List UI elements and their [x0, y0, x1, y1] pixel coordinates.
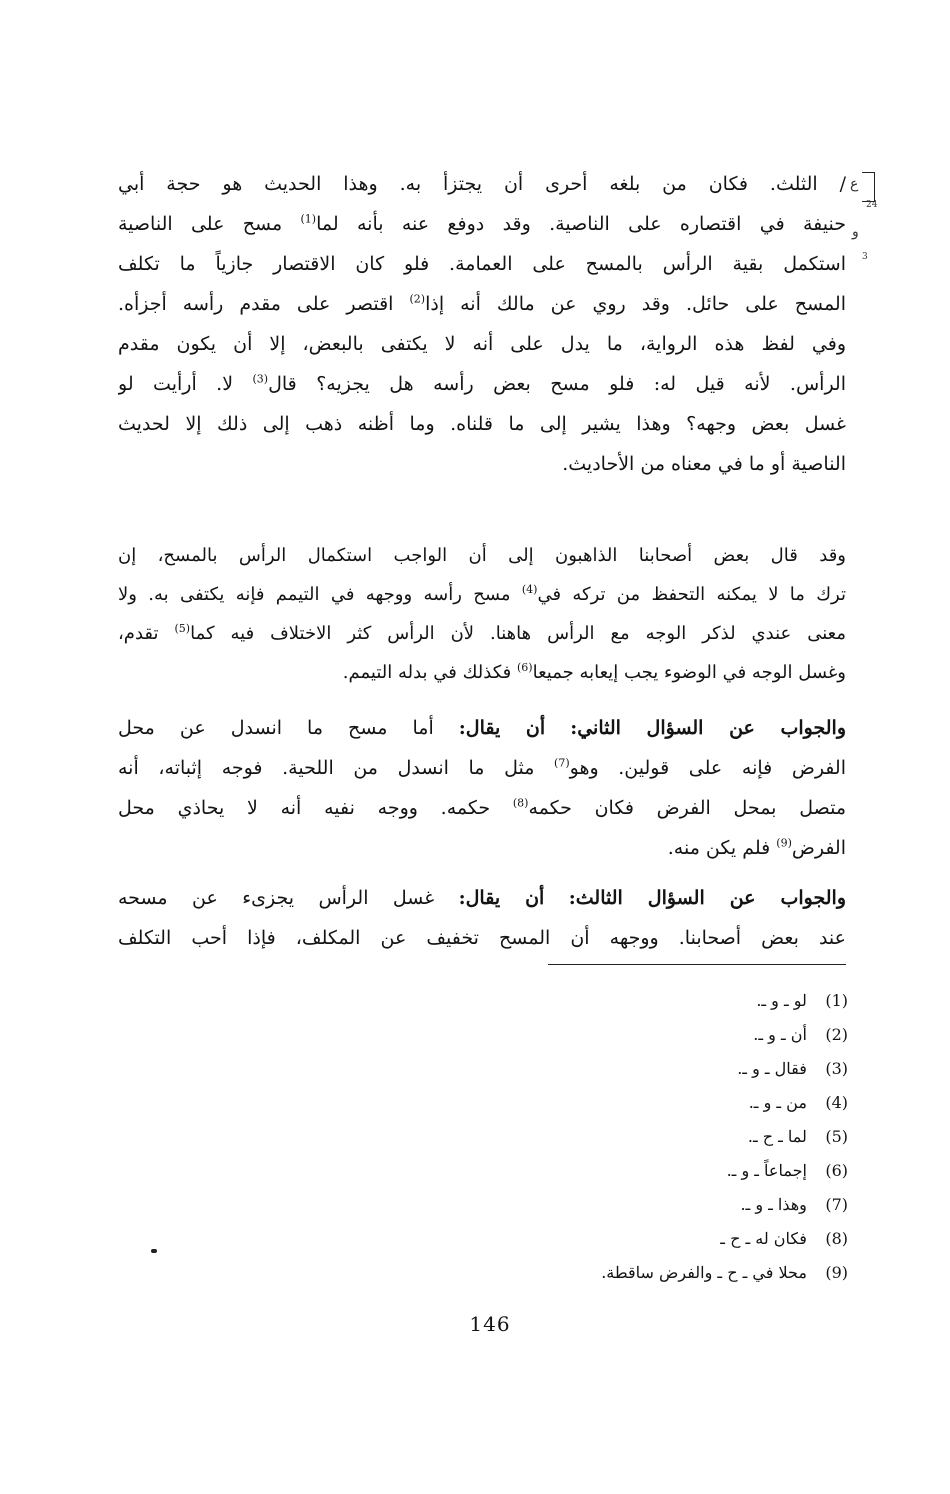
margin-marker-1 — [850, 176, 858, 192]
paragraph-1-line: غسل بعض وجهه؟ وهذا يشير إلى ما قلناه. وما أظنه ذهب إلى ذلك إلا لحديث — [118, 413, 846, 435]
footnote-reference: (3) — [252, 372, 269, 386]
paragraph-4-line: عند بعض أصحابنا. ووجهه أن المسح تخفيف عن المكلف، فإذا أحب التكلف — [118, 927, 846, 949]
footnotes — [480, 984, 848, 1290]
ink-speck — [151, 1249, 157, 1253]
footnote-reference: (2) — [409, 292, 426, 306]
paragraph-4 — [118, 878, 846, 958]
paragraph-2-line: ترك ما لا يمكنه التحفظ من تركه في$^{(4)}$ مسح رأسه ووجهه في التيمم فإنه يكتفى به. ولا — [118, 583, 846, 605]
paragraph-2-line: وغسل الوجه في الوضوء يجب إيعابه جميعا$^{(6)}$ فكذلك في بدله التيمم. — [342, 661, 846, 683]
paragraph-1-line: الناصية أو ما في معناه من الأحاديث. — [562, 453, 846, 475]
footnote: (5) لما ـ ح ـ. — [747, 1127, 848, 1146]
paragraph-1-line: وفي لفظ هذه الرواية، ما يدل على أنه لا يكتفى بالبعض، إلا أن يكون مقدم — [118, 333, 846, 355]
footnote: (6) إجماعاً ـ و ـ. — [726, 1161, 848, 1180]
paragraph-3 — [118, 708, 846, 868]
footnote: (1) لو ـ و ـ. — [756, 991, 848, 1010]
margin-marker-2-sub: 3 — [862, 252, 868, 262]
paragraph-3-line: الفرض$^{(9)}$ فلم يكن منه. — [667, 836, 846, 859]
margin-bracket-1 — [862, 172, 875, 202]
footnote: (4) من ـ و ـ. — [748, 1093, 848, 1112]
paragraph-1-line: استكمل بقية الرأس بالمسح على العمامة. فلو كان الاقتصار جازياً ما تكلف — [118, 253, 846, 275]
footnote: (2) أن ـ و ـ. — [753, 1025, 848, 1044]
paragraph-3-line: والجواب عن السؤال الثاني: أن يقال: أما مسح ما انسدل عن محل — [118, 717, 846, 739]
paragraph-1-line: / الثلث. فكان من بلغه أحرى أن يجتزأ به. وهذا الحديث هو حجة أبي — [118, 173, 846, 195]
page-number: 146 — [469, 1312, 511, 1336]
paragraph-1-line: حنيفة في اقتصاره على الناصية. وقد دوفع عنه بأنه لما$^{(1)}$ مسح على الناصية — [118, 212, 846, 235]
footnote-reference: (9) — [776, 836, 792, 850]
answer-intro-3: أن يقال: — [458, 887, 545, 909]
paragraph-3-line: متصل بمحل الفرض فكان حكمه$^{(8)}$ حكمه. ووجه نفيه أنه لا يحاذي محل — [118, 796, 846, 819]
footnote: (9) محلا في ـ ح ـ والفرض ساقطة. — [601, 1263, 848, 1282]
footnote: (7) وهذا ـ و ـ. — [740, 1195, 848, 1214]
footnote: (8) فكان له ـ ح ـ — [720, 1229, 848, 1248]
margin-marker-1-sub: 24 — [866, 200, 878, 210]
footnote-reference: (4) — [521, 583, 538, 596]
footnote-reference: (7) — [554, 756, 570, 770]
footnote-divider — [548, 964, 846, 965]
paragraph-3-line: الفرض فإنه على قولين. وهو$^{(7)}$ مثل ما انسدل من اللحية. فوجه إثباته، أنه — [118, 756, 846, 779]
answer-intro-2: أن يقال: — [458, 717, 546, 739]
paragraph-2-line: معنى عندي لذكر الوجه مع الرأس هاهنا. لأن الرأس كثر الاختلاف فيه كما$^{(5)}$ تقدم، — [118, 622, 846, 644]
footnote-reference: (8) — [512, 796, 529, 810]
footnote-reference: (1) — [300, 212, 317, 226]
paragraph-4-line: والجواب عن السؤال الثالث: أن يقال: غسل الرأس يجزىء عن مسحه — [118, 887, 846, 909]
paragraph-2 — [118, 536, 846, 692]
footnote: (3) فقال ـ و ـ. — [737, 1059, 848, 1078]
paragraph-1-line: المسح على حائل. وقد روي عن مالك أنه إذا$^{(2)}$ اقتصر على مقدم رأسه أجزأه. — [118, 292, 846, 315]
paragraph-1 — [118, 164, 846, 484]
footnote-reference: (5) — [174, 622, 191, 635]
footnote-reference: (6) — [517, 661, 533, 674]
margin-marker-2: و — [852, 224, 859, 240]
answer-heading-2: والجواب عن السؤال الثاني: — [570, 717, 846, 739]
answer-heading-3: والجواب عن السؤال الثالث: — [568, 887, 846, 909]
paragraph-2-line: وقد قال بعض أصحابنا الذاهبون إلى أن الواجب استكمال الرأس بالمسح، إن — [118, 545, 846, 566]
paragraph-1-line: الرأس. لأنه قيل له: فلو مسح بعض رأسه هل يجزيه؟ قال$^{(3)}$ لا. أرأيت لو — [118, 372, 846, 395]
margin-marker-1-letter: ع — [850, 176, 859, 192]
